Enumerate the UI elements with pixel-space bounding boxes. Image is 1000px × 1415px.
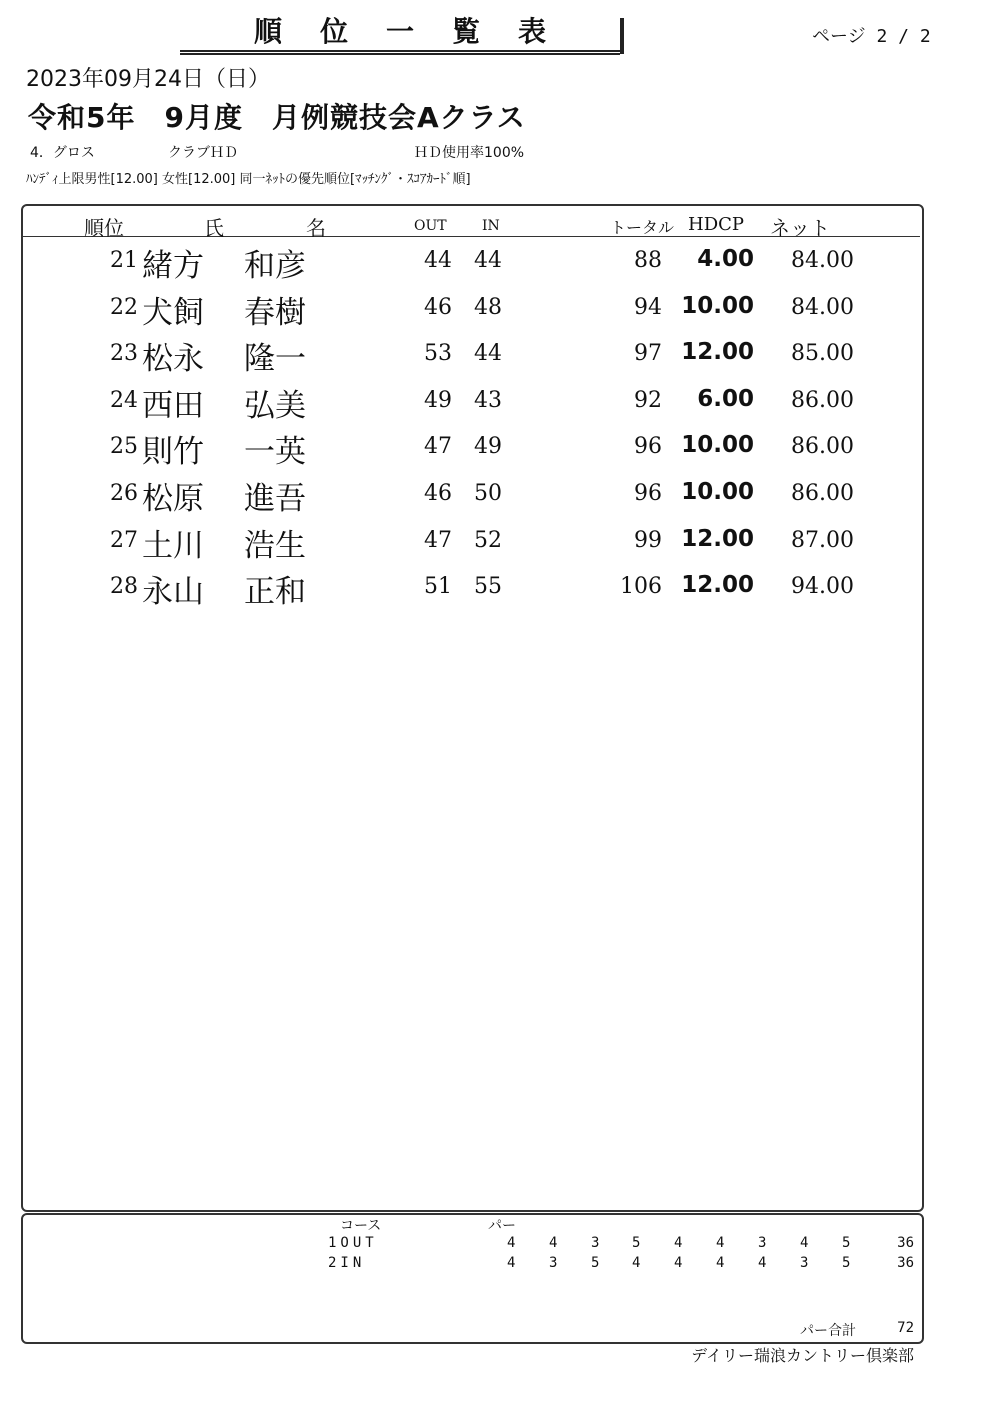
title-bar-mark [620,18,624,54]
hole-par: 3 [591,1235,600,1251]
net-score-cell: 84.00 [791,294,854,320]
col-in: IN [482,218,500,234]
surname-cell: 犬飼 [142,294,204,331]
surname-cell: 永山 [142,574,204,611]
given-name-cell: 浩生 [244,527,306,564]
net-score-cell: 85.00 [791,341,854,367]
handicap-rate: ＨＤ使用率100% [414,145,525,161]
total-score-cell: 97 [634,341,662,367]
table-row [0,333,1000,379]
total-score-cell: 88 [634,248,662,273]
hole-par: 4 [800,1235,809,1251]
table-row [0,426,1000,472]
page-title: 順位一覧表 [180,14,620,55]
hole-par: 3 [800,1255,809,1271]
in-score-cell: 50 [474,481,502,506]
sort-type: 4．グロス [30,145,95,161]
in-score-cell: 44 [474,248,502,273]
hole-par: 4 [758,1255,767,1271]
handicap-type: クラブＨＤ [168,145,238,161]
surname-cell: 則竹 [142,434,204,471]
table-row [0,566,1000,612]
hole-par: 4 [674,1235,683,1251]
total-score-cell: 92 [634,387,662,413]
out-score-cell: 53 [424,341,452,367]
par-header: パー [488,1218,516,1234]
course-name: 1OUT [328,1235,378,1251]
hole-par: 4 [507,1235,516,1251]
given-name-cell: 隆一 [244,341,306,378]
hole-par: 5 [842,1255,851,1271]
in-score-cell: 48 [474,294,502,320]
rank-cell: 27 [110,527,138,553]
rank-cell: 22 [110,294,138,320]
surname-cell: 松永 [142,341,204,378]
out-score-cell: 51 [424,574,452,600]
table-row [0,240,1000,286]
par-total-value: 72 [897,1320,914,1336]
rank-cell: 24 [110,387,138,413]
par-summary [21,1213,924,1344]
rank-cell: 28 [110,574,138,600]
table-row [0,520,1000,566]
out-score-cell: 49 [424,387,452,413]
col-name-2: 名 [306,216,326,240]
out-score-cell: 46 [424,294,452,320]
total-score-cell: 94 [634,294,662,320]
course-par-total: 36 [897,1255,914,1271]
hole-par: 4 [716,1235,725,1251]
table-row [0,473,1000,519]
net-score-cell: 94.00 [791,574,854,600]
surname-cell: 土川 [142,527,204,564]
given-name-cell: 一英 [244,434,306,471]
hole-par: 4 [632,1255,641,1271]
out-score-cell: 44 [424,248,452,273]
course-par-total: 36 [897,1235,914,1251]
surname-cell: 松原 [142,481,204,517]
in-score-cell: 55 [474,574,502,600]
out-score-cell: 47 [424,527,452,553]
col-net: ネット [770,216,830,240]
surname-cell: 緒方 [142,248,204,284]
hdcp-cell: 12.00 [681,339,754,366]
out-score-cell: 46 [424,481,452,506]
col-hdcp: HDCP [688,214,745,235]
in-score-cell: 44 [474,341,502,367]
hole-par: 5 [842,1235,851,1251]
rank-cell: 26 [110,481,138,506]
event-name: 令和5年 9月度 月例競技会Aクラス [28,101,526,134]
hole-par: 4 [716,1255,725,1271]
surname-cell: 西田 [142,387,204,424]
hole-par: 4 [674,1255,683,1271]
hole-par: 3 [758,1235,767,1251]
hole-par: 3 [549,1255,558,1271]
rank-cell: 25 [110,434,138,460]
hdcp-cell: 12.00 [681,525,754,552]
col-total: トータル [610,218,675,237]
total-score-cell: 96 [634,434,662,460]
page-number: ページ 2 / 2 [812,26,931,47]
hdcp-cell: 12.00 [681,572,754,599]
total-score-cell: 96 [634,481,662,506]
net-score-cell: 86.00 [791,481,854,506]
col-name-1: 氏 [204,216,224,240]
rank-cell: 23 [110,341,138,367]
total-score-cell: 106 [620,574,662,600]
given-name-cell: 春樹 [244,294,306,331]
course-header: コース [340,1218,382,1234]
club-name: デイリー瑞浪カントリー倶楽部 [691,1346,914,1365]
hole-par: 4 [549,1235,558,1251]
net-score-cell: 86.00 [791,387,854,413]
hole-par: 5 [591,1255,600,1271]
table-row [0,287,1000,333]
handicap-rules: ﾊﾝﾃﾞｨ上限男性[12.00] 女性[12.00] 同一ﾈｯﾄの優先順位[ﾏｯﾁﾝｸﾞ・ｽｺｱｶｰﾄﾞ順] [26,172,471,187]
hdcp-cell: 10.00 [681,432,754,459]
hole-par: 5 [632,1235,641,1251]
hdcp-cell: 6.00 [697,385,754,412]
hdcp-cell: 10.00 [681,479,754,505]
given-name-cell: 弘美 [244,387,306,424]
out-score-cell: 47 [424,434,452,460]
given-name-cell: 正和 [244,574,306,611]
net-score-cell: 87.00 [791,527,854,553]
in-score-cell: 52 [474,527,502,553]
in-score-cell: 43 [474,387,502,413]
net-score-cell: 84.00 [791,248,854,273]
given-name-cell: 和彦 [244,248,306,284]
col-rank: 順位 [84,216,124,240]
hdcp-cell: 4.00 [697,246,754,272]
hole-par: 4 [507,1255,516,1271]
net-score-cell: 86.00 [791,434,854,460]
table-row [0,380,1000,426]
event-date: 2023年09月24日（日） [26,67,270,92]
total-score-cell: 99 [634,527,662,553]
course-name: 2IN [328,1255,366,1271]
hdcp-cell: 10.00 [681,292,754,319]
rank-cell: 21 [110,248,138,273]
given-name-cell: 進吾 [244,481,306,517]
col-out: OUT [414,218,447,234]
in-score-cell: 49 [474,434,502,460]
par-total-label: パー合計 [800,1323,856,1339]
